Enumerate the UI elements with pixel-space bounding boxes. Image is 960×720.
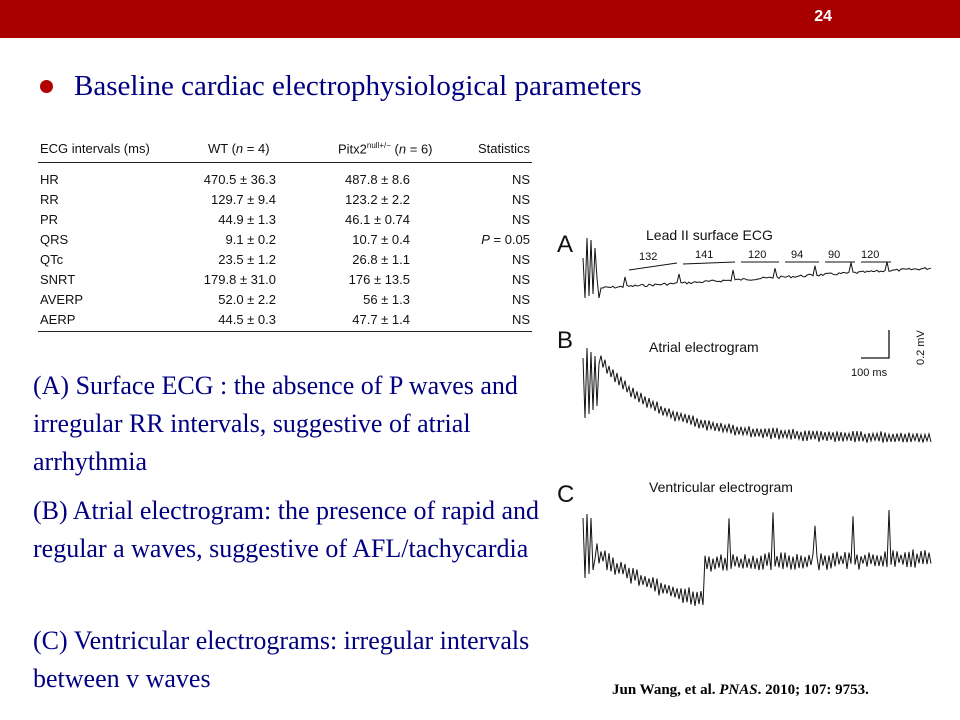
panel-c-letter: C [557, 481, 575, 508]
scale-time-label: 100 ms [851, 367, 888, 379]
header-wt: WT (n = 4) [208, 141, 270, 156]
cell-pitx2: 123.2 ± 2.2 [345, 192, 410, 207]
cell-stat: NS [511, 212, 530, 227]
interval-label: 120 [748, 249, 767, 261]
panel-c-label: Ventricular electrogram [649, 479, 793, 495]
cell-name: AVERP [40, 292, 84, 307]
cell-wt: 179.8 ± 31.0 [203, 272, 276, 287]
interval-label: 141 [695, 249, 714, 261]
electrogram-svg [553, 218, 943, 618]
interval-arrow [629, 263, 677, 270]
cell-name: HR [40, 172, 59, 187]
cell-wt: 44.5 ± 0.3 [218, 312, 276, 327]
cell-pitx2: 56 ± 1.3 [363, 292, 410, 307]
table-row [38, 189, 532, 209]
cell-wt: 52.0 ± 2.2 [218, 292, 276, 307]
cell-pitx2: 487.8 ± 8.6 [345, 172, 410, 187]
header-ecg-intervals: ECG intervals (ms) [40, 141, 150, 156]
cell-stat: NS [511, 292, 530, 307]
cell-wt: 129.7 ± 9.4 [211, 192, 276, 207]
cell-wt: 9.1 ± 0.2 [225, 232, 276, 247]
trace-atrial [583, 348, 931, 443]
trace-ventricular [583, 510, 931, 606]
cell-pitx2: 10.7 ± 0.4 [352, 232, 410, 247]
page-number: 24 [814, 8, 832, 25]
cell-stat: P = 0.05 [481, 232, 530, 247]
cell-stat: NS [511, 272, 530, 287]
panel-a-label: Lead II surface ECG [646, 227, 773, 243]
interval-label: 90 [828, 249, 841, 261]
trace-ecg [583, 238, 931, 298]
cell-wt: 470.5 ± 36.3 [203, 172, 276, 187]
scale-voltage-label: 0.2 mV [915, 330, 927, 365]
table-row [38, 309, 532, 329]
cell-pitx2: 176 ± 13.5 [348, 272, 410, 287]
interval-label: 120 [861, 249, 880, 261]
cell-name: PR [40, 212, 59, 227]
description-b: (B) Atrial electrogram: the presence of rapid and regular a waves, suggestive of AFL/tachycardia [33, 496, 540, 563]
cell-name: SNRT [40, 272, 76, 287]
ecg-parameters-table [38, 138, 532, 332]
citation: Jun Wang, et al. PNAS. 2010; 107: 9753. [612, 682, 869, 698]
interval-label: 94 [791, 249, 804, 261]
panel-b-letter: B [557, 327, 574, 354]
cell-stat: NS [511, 312, 530, 327]
table-header [38, 138, 532, 163]
cell-pitx2: 47.7 ± 1.4 [352, 312, 410, 327]
panel-a-letter: A [557, 231, 574, 258]
cell-name: QTc [40, 252, 64, 267]
panel-b-label: Atrial electrogram [649, 339, 759, 355]
header-pitx2: $Pitx2^{null+/-}$ (n = 6) [338, 141, 433, 157]
table-row [38, 229, 532, 249]
table-row [38, 249, 532, 269]
cell-name: QRS [40, 232, 69, 247]
table-row [38, 289, 532, 309]
cell-wt: 23.5 ± 1.2 [218, 252, 276, 267]
cell-stat: NS [511, 172, 530, 187]
description-c: (C) Ventricular electrograms: irregular intervals between v waves [33, 626, 530, 693]
table-row [38, 269, 532, 289]
cell-pitx2: 26.8 ± 1.1 [352, 252, 410, 267]
scale-bar [861, 330, 889, 358]
table-body [38, 163, 532, 332]
header-statistics: Statistics [477, 141, 530, 156]
table-row [38, 209, 532, 229]
header-bar [0, 0, 960, 38]
cell-pitx2: 46.1 ± 0.74 [345, 212, 410, 227]
interval-label: 132 [639, 251, 658, 263]
slide-title: Baseline cardiac electrophysiological parameters [74, 70, 642, 102]
cell-name: RR [40, 192, 59, 207]
bullet-icon [40, 80, 53, 93]
cell-stat: NS [511, 252, 530, 267]
cell-name: AERP [40, 312, 76, 327]
cell-wt: 44.9 ± 1.3 [218, 212, 276, 227]
interval-arrow [683, 262, 735, 264]
cell-stat: NS [511, 192, 530, 207]
electrogram-figure [553, 218, 943, 618]
description-a: (A) Surface ECG : the absence of P waves and irregular RR intervals, suggestive of atrial arrhythmia [33, 371, 518, 476]
table-row [38, 169, 532, 189]
